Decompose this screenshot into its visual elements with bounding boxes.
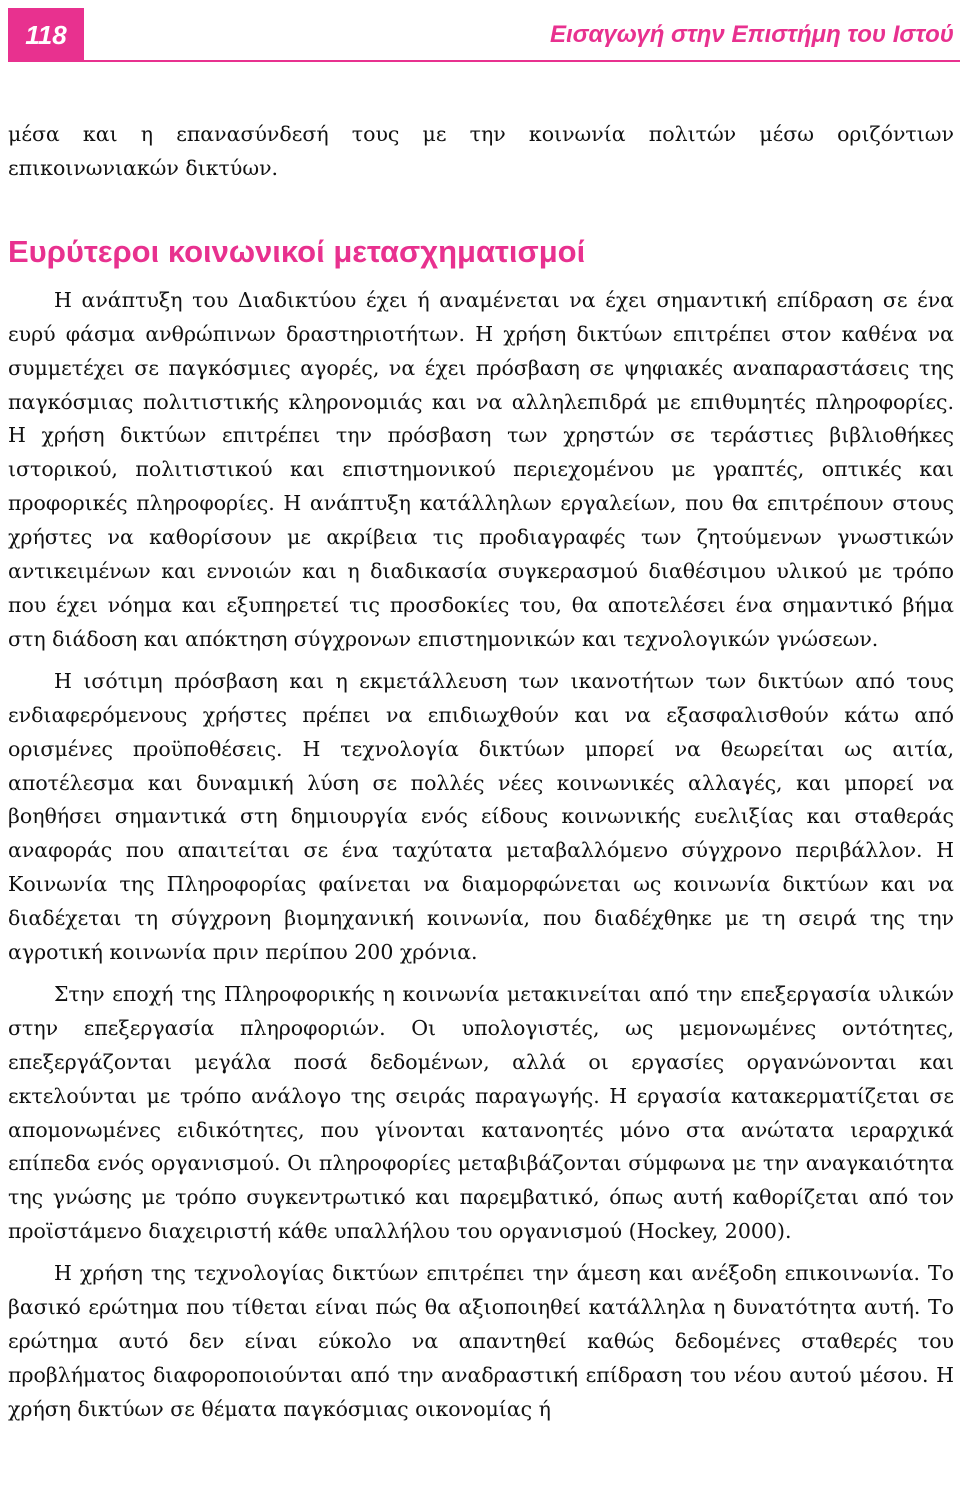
paragraph-1: Η ανάπτυξη του Διαδικτύου έχει ή αναμένεται να έχει σημαντική επίδραση σε ένα ευρύ φάσμα ανθρώπινων δραστηριοτήτων. Η χρήση δικτύων επιτρέπει στον καθένα να συμμετέχει σε παγκόσμιες αγορές, να έχει πρόσβαση σε ψηφιακές αναπαραστάσεις της παγκόσμιας πολιτιστικής κληρονομιάς και να αλληλεπιδρά με επιθυμητές πληροφορίες. Η χρήση δικτύων επιτρέπει την πρόσβαση των χρηστών σε τεράστιες βιβλιοθήκες ιστορικού, πολιτιστικού και επιστημονικού περιεχομένου με γραπτές, οπτικές και προφορικές πληροφορίες. Η ανάπτυξη κατάλληλων εργαλείων, που θα επιτρέπουν στους χρήστες να καθορίσουν με ακρίβεια τις προδιαγραφές των ζητούμενων γνωστικών αντικειμένων και εννοιών και η διαδικασία συγκερασμού διαθέσιμου υλικού με τρόπο που έχει νόημα και εξυπηρετεί τις προσδοκίες του, θα αποτελέσει ένα σημαντικό βήμα στη διάδοση και απόκτηση σύγχρονων επιστημονικών και τεχνολογικών γνώσεων. xyxy=(8,287,954,651)
paragraph-4: Η χρήση της τεχνολογίας δικτύων επιτρέπει την άμεση και ανέξοδη επικοινωνία. Το βασικό ερώτημα που τίθεται είναι πώς θα αξιοποιηθεί κατάλληλα η δυνατότητα αυτή. Το ερώτημα αυτό δεν είναι εύκολο να απαντηθεί καθώς δεδομένες σταθερές του προβλήματος διαφοροποιούνται από την αναδραστική επίδραση του νέου αυτού μέσου. Η χρήση δικτύων σε θέματα παγκόσμιας οικονομίας ή xyxy=(8,1261,954,1421)
paragraph-2: Η ισότιμη πρόσβαση και η εκμετάλλευση των ικανοτήτων των δικτύων από τους ενδιαφερόμενους χρήστες πρέπει να επιδιωχθούν και να εξασφαλισθούν κάτω από ορισμένες προϋποθέσεις. Η τεχνολογία δικτύων μπορεί να θεωρείται ως αιτία, αποτέλεσμα και δυναμική λύση σε πολλές νέες κοινωνικές αλλαγές, και μπορεί να βοηθήσει σημαντικά στη δημιουργία ενός είδους κοινωνικής ευελιξίας και σταθεράς αναφοράς που απαιτείται σε ένα ταχύτατα μεταβαλλόμενο σύγχρονο περιβάλλον. Η Κοινωνία της Πληροφορίας φαίνεται να διαμορφώνεται ως κοινωνία δικτύων και να διαδέχεται τη σύγχρονη βιομηχανική κοινωνία, που διαδέχθηκε με τη σειρά της την αγροτική κοινωνία πριν περίπου 200 χρόνια. xyxy=(8,668,954,965)
intro-paragraph: μέσα και η επανασύνδεσή τους με την κοινωνία πολιτών μέσω οριζόντιων επικοινωνιακών δικτύων. xyxy=(8,122,954,180)
page-content xyxy=(8,118,954,1427)
section-heading: Ευρύτεροι κοινωνικοί μετασχηματισμοί xyxy=(8,233,586,269)
paragraph-3: Στην εποχή της Πληροφορικής η κοινωνία μετακινείται από την επεξεργασία υλικών στην επεξεργασία πληροφοριών. Οι υπολογιστές, ως μεμονωμένες οντότητες, επεξεργάζονται μεγάλα ποσά δεδομένων, αλλά οι εργασίες οργανώνονται και εκτελούνται με τρόπο ανάλογο της σειράς παραγωγής. Η εργασία κατακερματίζεται σε απομονωμένες ειδικότητες, που γίνονται κατανοητές μόνο στα ανώτατα ιεραρχικά επίπεδα ενός οργανισμού. Οι πληροφορίες μεταβιβάζονται σύμφωνα με την αναγκαιότητα της γνώσης με τρόπο συγκεντρωτικό και παρεμβατικό, όπως αυτή καθορίζεται από τον προϊστάμενο διαχειριστή κάθε υπαλλήλου του οργανισμού (Hockey, 2000). xyxy=(8,981,954,1244)
page-number: 118 xyxy=(8,8,84,62)
header-rule xyxy=(84,60,960,62)
running-title: Εισαγωγή στην Επιστήμη του Ιστού xyxy=(549,21,954,48)
page-header xyxy=(8,8,960,62)
